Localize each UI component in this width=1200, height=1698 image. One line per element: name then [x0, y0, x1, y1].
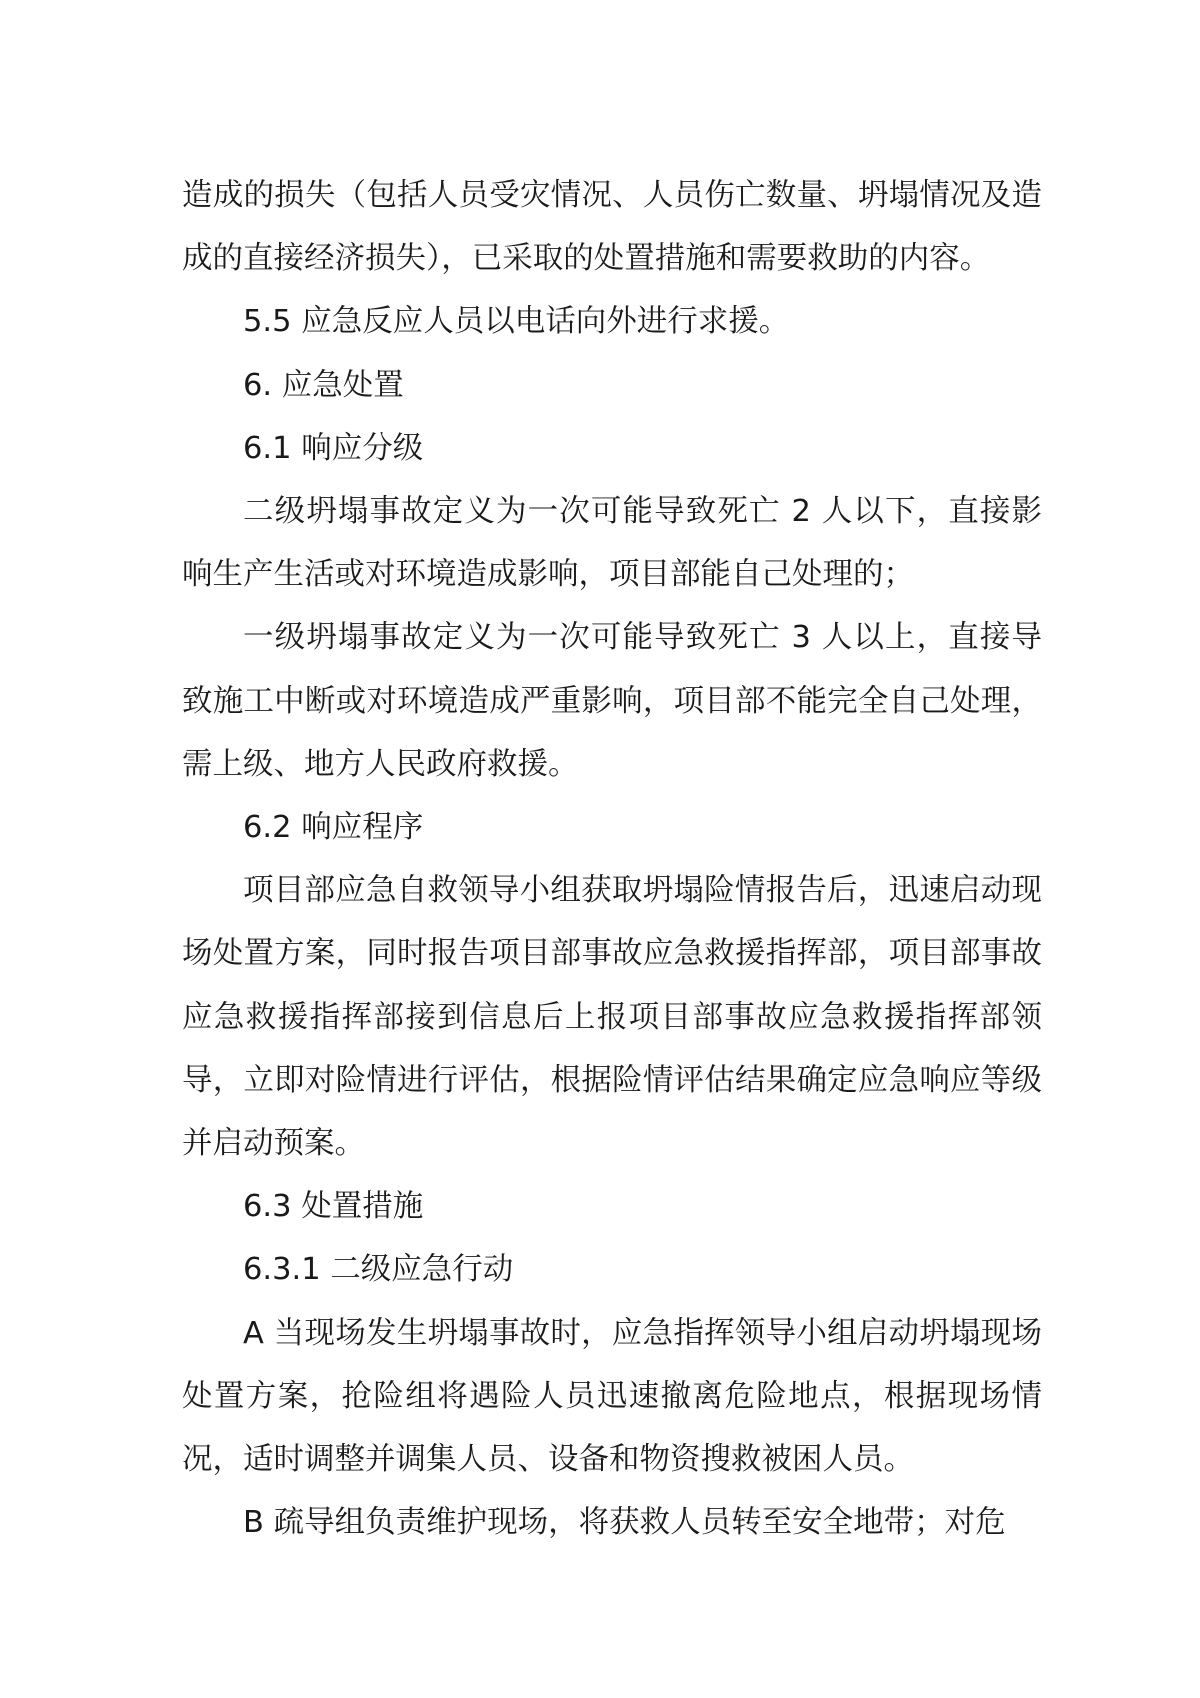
- paragraph-item-a: A 当现场发生坍塌事故时，应急指挥领导小组启动坍塌现场处置方案，抢险组将遇险人员迅速撤离危险地点，根据现场情况，适时调整并调集人员、设备和物资搜救被困人员。: [182, 1315, 1042, 1478]
- paragraph-item-b: B 疏导组负责维护现场，将获救人员转至安全地带；对危: [243, 1505, 1006, 1541]
- paragraph-response-procedure: 项目部应急自救领导小组获取坍塌险情报告后，迅速启动现场处置方案，同时报告项目部事故应急救援指挥部，项目部事故应急救援指挥部接到信息后上报项目部事故应急救援指挥部领导，立即对险情进行评估，根据险情评估结果确定应急响应等级并启动预案。: [182, 873, 1042, 1162]
- paragraph-level-1-definition: 一级坍塌事故定义为一次可能导致死亡 3 人以上，直接导致施工中断或对环境造成严重影响，项目部不能完全自己处理，需上级、地方人民政府救援。: [182, 620, 1042, 782]
- heading-6-3-1: 6.3.1 二级应急行动: [243, 1252, 514, 1288]
- heading-6-2: 6.2 响应程序: [243, 810, 424, 846]
- document-page: [182, 164, 1042, 1554]
- heading-6-3: 6.3 处置措施: [243, 1189, 424, 1225]
- paragraph-5-5: 5.5 应急反应人员以电话向外进行求援。: [243, 304, 790, 340]
- heading-6: 6. 应急处置: [243, 367, 404, 403]
- paragraph-loss-report: 造成的损失（包括人员受灾情况、人员伤亡数量、坍塌情况及造成的直接经济损失），已采取的处置措施和需要救助的内容。: [182, 178, 1042, 277]
- paragraph-level-2-definition: 二级坍塌事故定义为一次可能导致死亡 2 人以下，直接影响生产生活或对环境造成影响，项目部能自己处理的；: [182, 494, 1042, 593]
- heading-6-1: 6.1 响应分级: [243, 430, 424, 466]
